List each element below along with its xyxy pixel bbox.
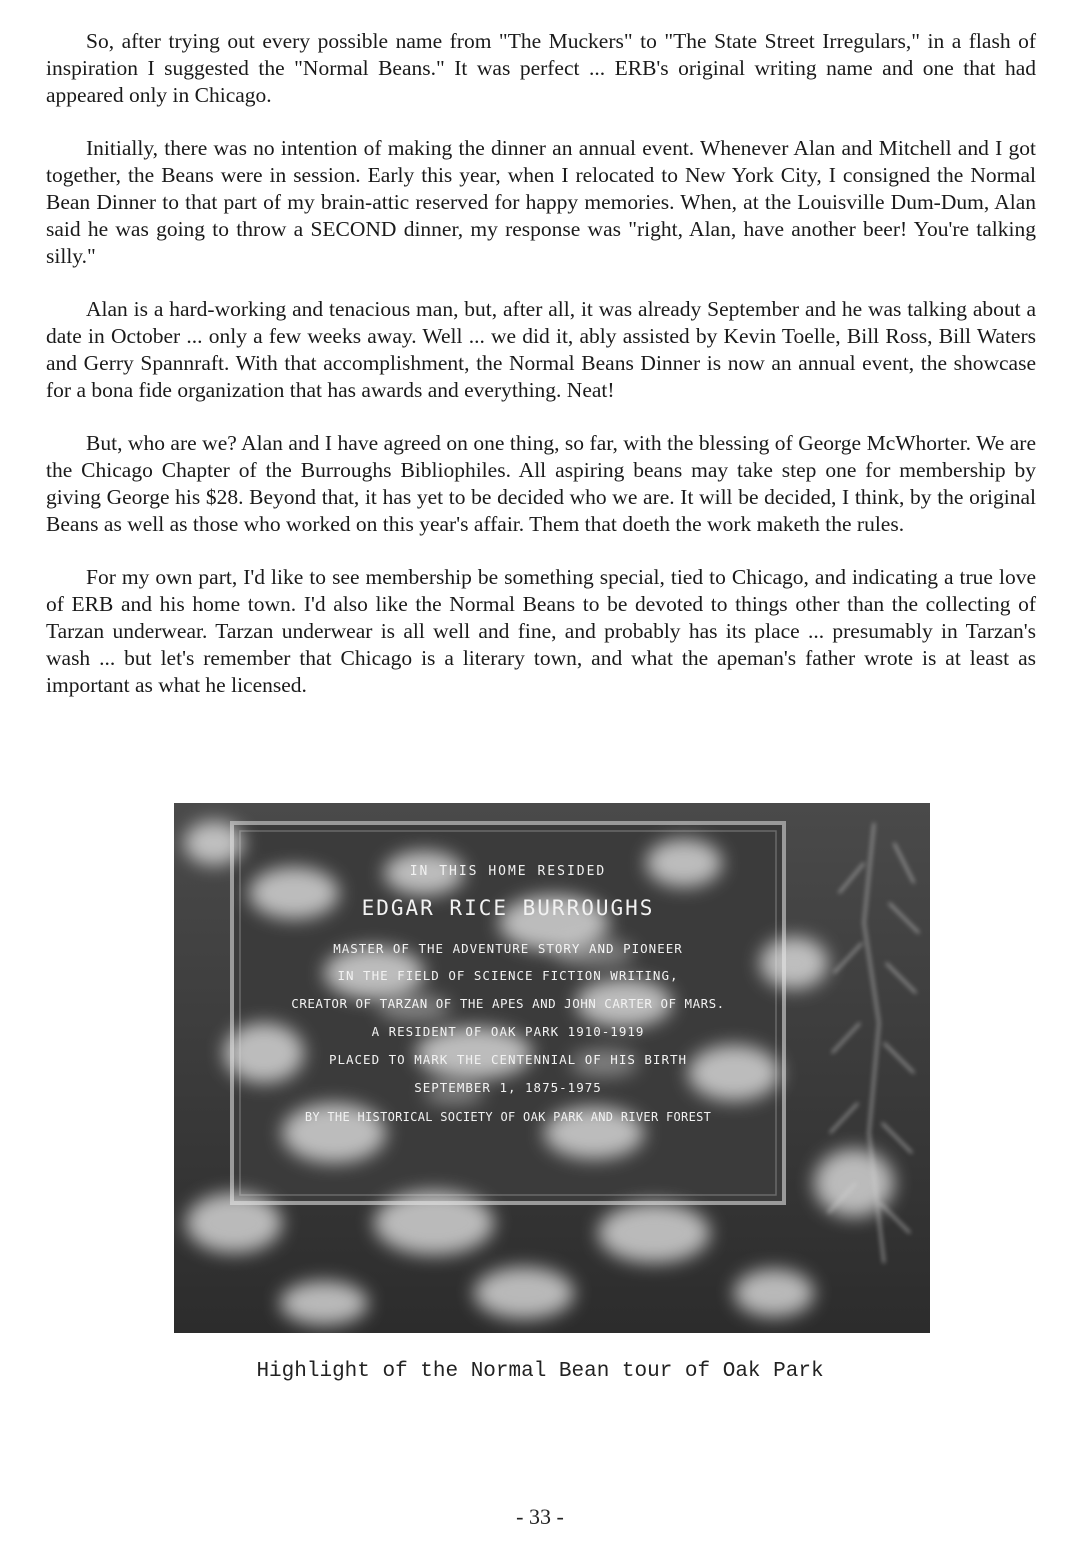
plaque-line-5: CREATOR OF TARZAN OF THE APES AND JOHN CARTER OF MARS. bbox=[291, 996, 725, 1011]
paragraph-2: Initially, there was no intention of making the dinner an annual event. Whenever Alan and Mitchell and I got together, the Beans were in session. Early this year, when I relocated to New York City, I consigned the Normal Bean Dinner to that part of my brain-attic reserved for happy memories. When, at the Louisville Dum-Dum, Alan said he was going to throw a SECOND dinner, my response was "right, Alan, have another beer! You're talking silly." bbox=[46, 136, 1036, 268]
paragraph-5: For my own part, I'd like to see membership be something special, tied to Chicago, and indicating a true love of ERB and his home town. I'd also like the Normal Beans to be devoted to things other than the collecting of Tarzan underwear. Tarzan underwear is all well and fine, and probably has its place ... presumably in Tarzan's wash ... but let's remember that Chicago is a literary town, and what the apeman's father wrote is at least as important as what he licensed. bbox=[46, 565, 1036, 697]
plaque-line-3: MASTER OF THE ADVENTURE STORY AND PIONEER bbox=[333, 941, 683, 956]
paragraph-3: Alan is a hard-working and tenacious man, but, after all, it was already September and he was talking about a date in October ... only a few weeks away. Well ... we did it, ably assisted by Kevin Toelle, Bill Ross, Bill Waters and Gerry Spannraft. With that accomplishment, the Normal Beans Dinner is now an annual event, the showcase for a bona fide organization that has awards and everything. Neat! bbox=[46, 297, 1036, 402]
plaque-line-4: IN THE FIELD OF SCIENCE FICTION WRITING, bbox=[337, 968, 679, 983]
paragraph-4: But, who are we? Alan and I have agreed on one thing, so far, with the blessing of George McWhorter. We are the Chicago Chapter of the Burroughs Bibliophiles. All aspiring beans may take step one for membership by giving George his $28. Beyond that, it has yet to be decided who we are. It will be decided, I think, by the original Beans as well as those who worked on this year's affair. Them that doeth the work maketh the rules. bbox=[46, 431, 1036, 536]
plaque-line-8: SEPTEMBER 1, 1875-1975 bbox=[414, 1080, 602, 1095]
plaque-line-1: IN THIS HOME RESIDED bbox=[409, 864, 607, 879]
paragraph-1: So, after trying out every possible name from "The Muckers" to "The State Street Irregulars," in a flash of inspiration I suggested the "Normal Beans." It was perfect ... ERB's original writing name and one that had appeared only in Chicago. bbox=[46, 29, 1036, 107]
plaque-photo-svg bbox=[174, 803, 930, 1333]
plaque-line-2: EDGAR RICE BURROUGHS bbox=[361, 896, 655, 920]
article-body bbox=[46, 28, 1036, 725]
plaque-line-9: BY THE HISTORICAL SOCIETY OF OAK PARK AND RIVER FOREST bbox=[304, 1110, 712, 1124]
page-number: - 33 - bbox=[516, 1504, 564, 1529]
photo-caption: Highlight of the Normal Bean tour of Oak Park bbox=[256, 1360, 824, 1383]
plaque-photograph bbox=[174, 803, 930, 1333]
plaque-line-6: A RESIDENT OF OAK PARK 1910-1919 bbox=[371, 1024, 645, 1039]
plaque-line-7: PLACED TO MARK THE CENTENNIAL OF HIS BIRTH bbox=[328, 1052, 688, 1067]
